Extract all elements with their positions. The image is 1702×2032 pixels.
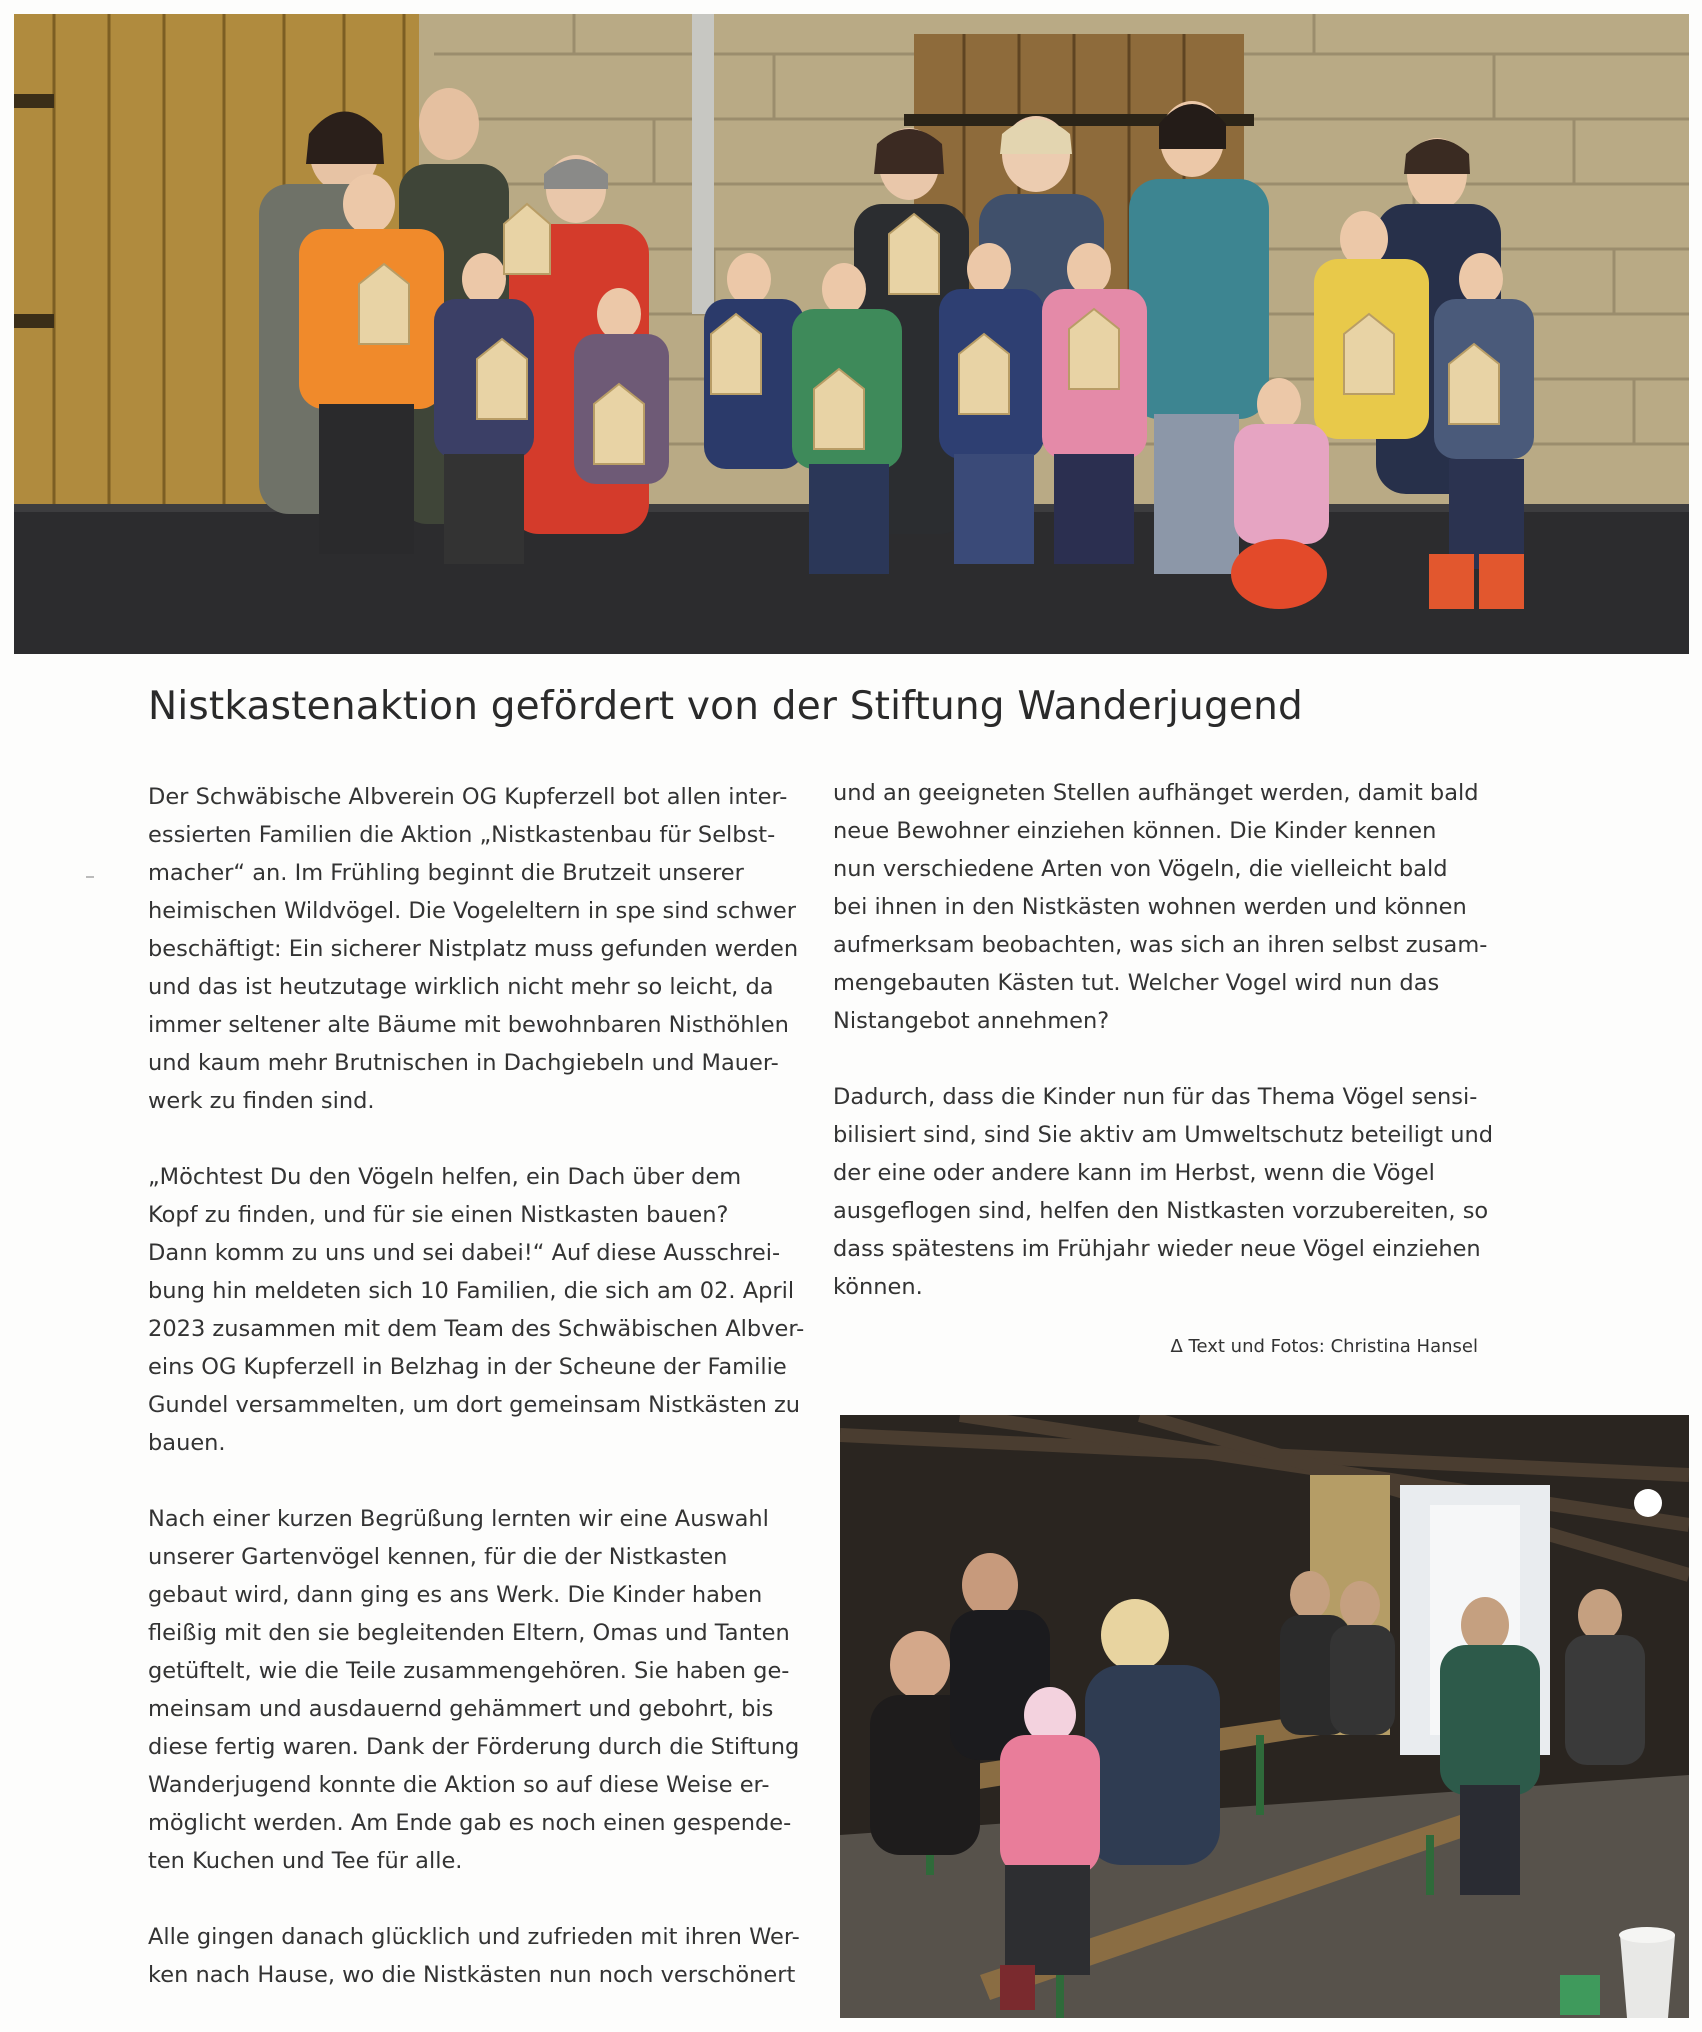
- text-line: ausgeflogen sind, helfen den Nistkasten vorzubereiten, so: [833, 1198, 1489, 1224]
- text-line: fleißig mit den sie begleitenden Eltern, Omas und Tanten: [148, 1620, 790, 1646]
- text-line: unserer Gartenvögel kennen, für die der Nistkasten: [148, 1544, 728, 1570]
- text-line: Gundel versammelten, um dort gemeinsam Nistkästen zu: [148, 1392, 801, 1418]
- text-line: und kaum mehr Brutnischen in Dachgiebeln und Mauer-: [148, 1050, 779, 1076]
- text-line: ten Kuchen und Tee für alle.: [148, 1848, 463, 1874]
- paragraph-invitation: [148, 1158, 808, 1462]
- text-line: getüftelt, wie die Teile zusammengehören. Sie haben ge-: [148, 1658, 790, 1684]
- paragraph-workshop: [148, 1500, 808, 1880]
- text-line: Der Schwäbische Albverein OG Kupferzell bot allen inter-: [148, 784, 788, 810]
- text-line: beschäftigt: Ein sicherer Nistplatz muss gefunden werden: [148, 936, 799, 962]
- text-line: Dann komm zu uns und sei dabei!“ Auf diese Ausschrei-: [148, 1240, 781, 1266]
- text-line: können.: [833, 1274, 923, 1300]
- text-line: 2023 zusammen mit dem Team des Schwäbischen Albver-: [148, 1316, 805, 1342]
- text-line: und das ist heutzutage wirklich nicht mehr so leicht, da: [148, 974, 774, 1000]
- text-line: bei ihnen in den Nistkästen wohnen werden und können: [833, 894, 1467, 920]
- text-line: „Möchtest Du den Vögeln helfen, ein Dach über dem: [148, 1164, 742, 1190]
- text-line: gebaut wird, dann ging es ans Werk. Die Kinder haben: [148, 1582, 763, 1608]
- article-column-right: [833, 774, 1493, 1344]
- text-line: macher“ an. Im Frühling beginnt die Brutzeit unserer: [148, 860, 744, 886]
- text-line: werk zu finden sind.: [148, 1088, 375, 1114]
- paragraph-closing: [148, 1918, 808, 1994]
- text-line: Nach einer kurzen Begrüßung lernten wir eine Auswahl: [148, 1506, 769, 1532]
- text-line: Wanderjugend konnte die Aktion so auf diese Weise er-: [148, 1772, 770, 1798]
- text-line: bauen.: [148, 1430, 226, 1456]
- text-line: diese fertig waren. Dank der Förderung durch die Stiftung: [148, 1734, 800, 1760]
- text-line: ken nach Hause, wo die Nistkästen nun noch verschönert: [148, 1962, 796, 1988]
- text-line: dass spätestens im Frühjahr wieder neue Vögel einziehen: [833, 1236, 1481, 1262]
- text-line: Kopf zu finden, und für sie einen Nistkasten bauen?: [148, 1202, 729, 1228]
- text-line: Nistangebot annehmen?: [833, 1008, 1110, 1034]
- paragraph-environment: [833, 1078, 1493, 1306]
- article-column-left: [148, 778, 808, 2032]
- text-line: möglicht werden. Am Ende gab es noch einen gespende-: [148, 1810, 792, 1836]
- paragraph-intro: [148, 778, 808, 1120]
- text-line: bilisiert sind, sind Sie aktiv am Umweltschutz beteiligt und: [833, 1122, 1494, 1148]
- text-line: essierten Familien die Aktion „Nistkastenbau für Selbst-: [148, 822, 776, 848]
- text-line: Alle gingen danach glücklich und zufrieden mit ihren Wer-: [148, 1924, 800, 1950]
- text-line: und an geeigneten Stellen aufhänget werden, damit bald: [833, 780, 1479, 806]
- text-line: neue Bewohner einziehen können. Die Kinder kennen: [833, 818, 1437, 844]
- group-photo-nest-boxes: [14, 14, 1689, 654]
- article-headline: Nistkastenaktion gefördert von der Stiftung Wanderjugend: [148, 684, 1303, 729]
- text-line: meinsam und ausdauernd gehämmert und gebohrt, bis: [148, 1696, 774, 1722]
- margin-mark: [86, 876, 94, 878]
- text-line: mengebauten Kästen tut. Welcher Vogel wird nun das: [833, 970, 1440, 996]
- paragraph-continuation: [833, 774, 1493, 1040]
- text-line: der eine oder andere kann im Herbst, wenn die Vögel: [833, 1160, 1435, 1186]
- workshop-photo-barn: [840, 1415, 1689, 2018]
- photo-credit: Δ Text und Fotos: Christina Hansel: [1170, 1336, 1478, 1357]
- text-line: immer seltener alte Bäume mit bewohnbaren Nisthöhlen: [148, 1012, 789, 1038]
- text-line: bung hin meldeten sich 10 Familien, die sich am 02. April: [148, 1278, 795, 1304]
- text-line: nun verschiedene Arten von Vögeln, die vielleicht bald: [833, 856, 1448, 882]
- text-line: Dadurch, dass die Kinder nun für das Thema Vögel sensi-: [833, 1084, 1478, 1110]
- text-line: heimischen Wildvögel. Die Vogeleltern in spe sind schwer: [148, 898, 796, 924]
- text-line: eins OG Kupferzell in Belzhag in der Scheune der Familie: [148, 1354, 787, 1380]
- text-line: aufmerksam beobachten, was sich an ihren selbst zusam-: [833, 932, 1488, 958]
